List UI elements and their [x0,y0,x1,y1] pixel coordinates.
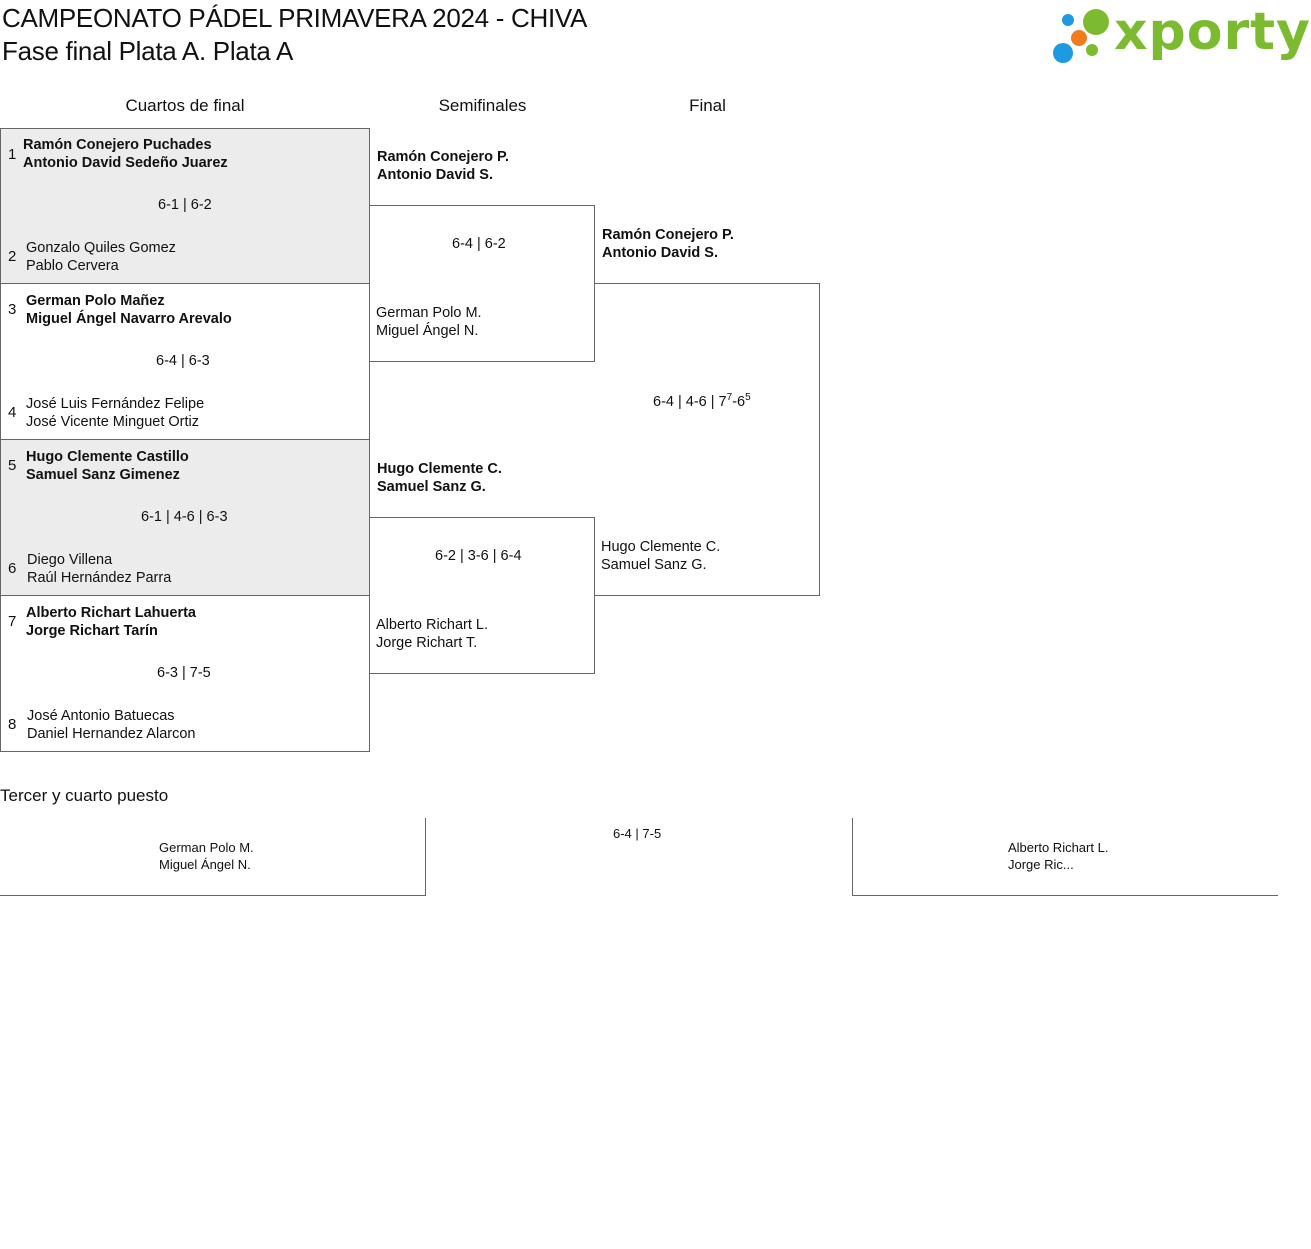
player-name: Samuel Sanz G. [601,557,707,573]
player-name: Ramón Conejero P. [377,149,509,165]
semifinal-match-1 [369,205,595,362]
quarterfinal-match-2 [0,283,370,440]
third-place-title: Tercer y cuarto puesto [0,786,169,805]
player-name: German Polo M. [159,840,254,855]
team-loser [601,538,720,574]
player-name: Alberto Richart Lahuerta [26,605,196,621]
player-name: Alberto Richart L. [376,617,489,633]
player-name: Gonzalo Quiles Gomez [26,240,176,256]
quarterfinal-match-4 [0,595,370,752]
player-name: José Vicente Minguet Ortiz [26,414,200,430]
player-name: Hugo Clemente Castillo [26,449,189,465]
team-loser [376,616,488,652]
player-name: José Luis Fernández Felipe [26,396,205,412]
player-name: Diego Villena [27,552,113,568]
player-name: Hugo Clemente C. [601,539,721,555]
player-name: Hugo Clemente C. [377,461,502,477]
player-name: Raúl Hernández Parra [27,570,172,586]
match-score: 6-2 | 3-6 | 6-4 [435,548,522,564]
player-name: Jorge Ric... [1008,857,1074,872]
player-name: Miguel Ángel Navarro Arevalo [26,311,232,327]
team-winner [26,604,196,640]
semifinal-1-team-winner [377,148,509,184]
player-name: Antonio David S. [602,245,718,261]
third-place-team-b [1008,839,1108,873]
team-loser [26,395,204,431]
player-name: Samuel Sanz Gimenez [26,467,180,483]
third-place-team-b-box [852,818,1278,896]
player-name: Miguel Ángel N. [376,323,479,339]
round-header-semifinals: Semifinales [438,96,527,115]
phase-title: Fase final Plata A. Plata A [2,36,294,66]
player-name: Ramón Conejero Puchades [23,137,212,153]
player-name: Antonio David Sedeño Juarez [23,155,228,171]
match-score: 6-4 | 4-6 | $7^7-6^5$ [653,392,751,410]
team-winner [26,292,232,328]
seed-number: 1 [8,146,17,163]
player-name: Antonio David S. [377,167,493,183]
third-place-team-a-box [0,818,426,896]
player-name: Samuel Sanz G. [377,479,486,495]
player-name: German Polo Mañez [26,293,165,309]
team-loser [27,707,195,743]
third-place-score: 6-4 | 7-5 [613,826,662,841]
player-name: German Polo M. [376,305,482,321]
page-title [2,2,587,68]
player-name: Ramón Conejero P. [602,227,734,243]
round-header-quarterfinals: Cuartos de final [125,96,245,115]
xporty-logo [1050,2,1311,68]
seed-number: 5 [8,457,17,474]
seed-number: 6 [8,560,17,577]
seed-number: 7 [8,613,17,630]
match-score: 6-1 | 4-6 | 6-3 [141,509,228,525]
semifinal-match-2 [369,517,595,674]
semifinal-2-team-winner [377,460,502,496]
match-score: 6-4 | 6-3 [156,353,210,369]
quarterfinal-match-3 [0,439,370,596]
team-loser [26,239,176,275]
seed-number: 3 [8,301,17,318]
player-name: Miguel Ángel N. [159,857,251,872]
seed-number: 2 [8,248,17,265]
player-name: Jorge Richart T. [376,635,478,651]
match-score: 6-1 | 6-2 [158,197,212,213]
seed-number: 4 [8,404,17,421]
match-score: 6-4 | 6-2 [452,236,506,252]
round-header-final: Final [689,96,726,115]
player-name: Alberto Richart L. [1008,840,1109,855]
match-score: 6-3 | 7-5 [157,665,211,681]
team-winner [23,136,228,172]
logo-text: xporty [1114,2,1311,62]
player-name: Jorge Richart Tarín [26,623,158,639]
player-name: José Antonio Batuecas [27,708,175,724]
player-name: Pablo Cervera [26,258,119,274]
final-match [594,283,820,596]
team-loser [27,551,171,587]
quarterfinal-match-1 [0,128,370,284]
tournament-title: CAMPEONATO PÁDEL PRIMAVERA 2024 - CHIVA [2,3,588,33]
team-loser [376,304,482,340]
final-team-winner [602,226,734,262]
third-place-team-a [159,839,254,873]
seed-number: 8 [8,716,17,733]
logo-dots-icon [1050,4,1114,68]
team-winner [26,448,189,484]
player-name: Daniel Hernandez Alarcon [27,726,196,742]
